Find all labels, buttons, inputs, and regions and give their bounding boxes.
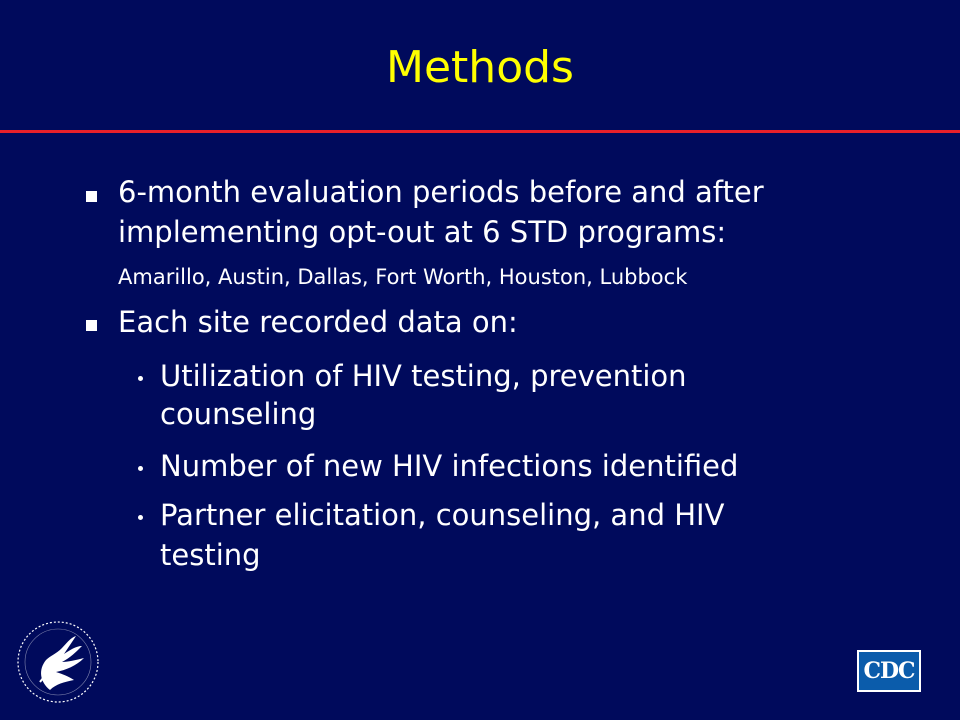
sub-bullet-marker	[138, 376, 143, 381]
sub-bullet-3-line-2: testing	[160, 538, 261, 572]
sub-bullet-2-line-1: Number of new HIV infections identified	[160, 449, 739, 483]
sub-bullet-1-line-2: counseling	[160, 397, 317, 431]
bullet-1-note: Amarillo, Austin, Dallas, Fort Worth, Houston, Lubbock	[118, 265, 688, 289]
sub-bullet-3-line-1: Partner elicitation, counseling, and HIV	[160, 498, 725, 532]
bullet-1-line-2: implementing opt-out at 6 STD programs:	[118, 215, 727, 249]
bullet-marker	[86, 320, 97, 331]
hhs-seal-icon	[10, 612, 110, 712]
bullet-marker	[86, 191, 97, 202]
title-divider	[0, 130, 960, 133]
slide-title: Methods	[386, 42, 574, 93]
bullet-1-line-1: 6-month evaluation periods before and after	[118, 175, 764, 209]
cdc-logo: CDC	[857, 650, 921, 692]
bullet-2-line-1: Each site recorded data on:	[118, 305, 518, 339]
sub-bullet-1-line-1: Utilization of HIV testing, prevention	[160, 359, 687, 393]
sub-bullet-marker	[138, 466, 143, 471]
sub-bullet-marker	[138, 515, 143, 520]
